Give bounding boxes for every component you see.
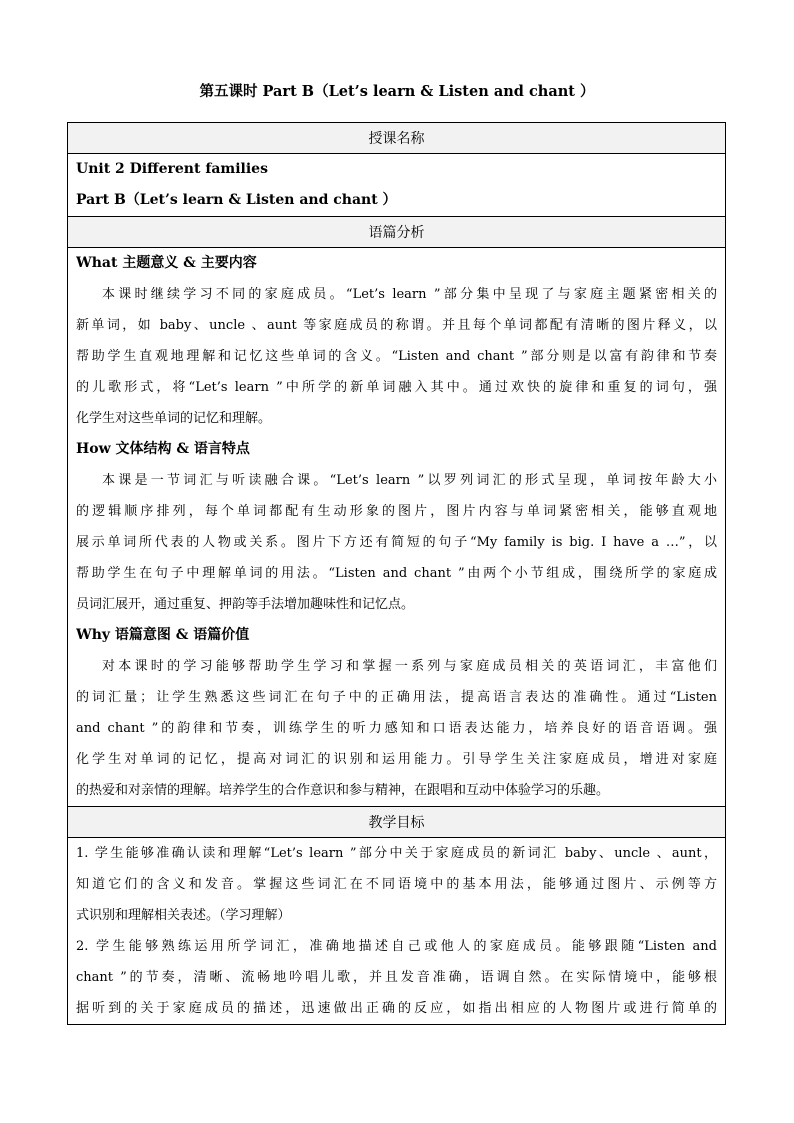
paragraph-line: 化学生对这些单词的记忆和理解。 bbox=[76, 411, 272, 426]
why-heading: Why 语篇意图 & 语篇价值 bbox=[76, 627, 250, 643]
what-heading: What 主题意义 & 主要内容 bbox=[76, 255, 257, 271]
paragraph-line: 本课是一节词汇与听读融合课。“Let’s learn ”以罗列词汇的形式呈现，单词按年龄大小 bbox=[102, 473, 717, 488]
objectives-cell bbox=[68, 838, 725, 1024]
paragraph-line: 新单词，如 baby、uncle 、aunt 等家庭成员的称谓。并且每个单词都配有清晰的图片释义，以 bbox=[76, 318, 717, 333]
paragraph-line: 的热爱和对亲情的理解。培养学生的合作意识和参与精神，在跟唱和互动中体验学习的乐趣。 bbox=[76, 783, 610, 798]
course-name-header: 授课名称 bbox=[68, 123, 726, 154]
paragraph-line: 帮助学生在句子中理解单词的用法。“Listen and chant ”由两个小节组成，围绕所学的家庭成 bbox=[76, 566, 717, 581]
objective-line: 1. 学生能够准确认读和理解“Let’s learn ”部分中关于家庭成员的新词汇 baby、uncle 、aunt， bbox=[76, 846, 717, 861]
objective-line: 据听到的关于家庭成员的描述，迅速做出正确的反应，如指出相应的人物图片或进行简单的 bbox=[76, 1001, 717, 1016]
paragraph-line: and chant ”的韵律和节奏，训练学生的听力感知和口语表达能力，培养良好的语音语调。强 bbox=[76, 721, 717, 736]
objective-line: chant ”的节奏，清晰、流畅地吟唱儿歌，并且发音准确，语调自然。在实际情境中，能够根 bbox=[76, 970, 717, 985]
paragraph-line: 展示单词所代表的人物或关系。图片下方还有简短的句子“My family is big. I have a …”，以 bbox=[76, 535, 717, 550]
objective-line: 2. 学生能够熟练运用所学词汇，准确地描述自己或他人的家庭成员。能够跟随“Listen and bbox=[76, 939, 717, 954]
paragraph-line: 员词汇展开，通过重复、押韵等手法增加趣味性和记忆点。 bbox=[76, 597, 415, 612]
page-title: 第五课时 Part B（Let’s learn & Listen and chant ） bbox=[199, 83, 595, 100]
lesson-plan-table bbox=[67, 122, 726, 1025]
text-analysis-header: 语篇分析 bbox=[68, 217, 726, 248]
unit-title: Unit 2 Different families bbox=[76, 161, 268, 177]
how-heading: How 文体结构 & 语言特点 bbox=[76, 441, 250, 457]
paragraph-line: 的词汇量；让学生熟悉这些词汇在句子中的正确用法，提高语言表达的准确性。通过“Listen bbox=[76, 690, 717, 705]
objectives-header: 教学目标 bbox=[68, 807, 726, 838]
part-title: Part B（Let’s learn & Listen and chant ） bbox=[76, 192, 397, 208]
objective-line: 式识别和理解相关表述。（学习理解） bbox=[76, 908, 291, 923]
paragraph-line: 的儿歌形式，将“Let’s learn ”中所学的新单词融入其中。通过欢快的旋律和重复的词句，强 bbox=[76, 380, 717, 395]
paragraph-line: 的逻辑顺序排列，每个单词都配有生动形象的图片，图片内容与单词紧密相关，能够直观地 bbox=[76, 504, 717, 519]
text-analysis-cell bbox=[68, 248, 725, 806]
paragraph-line: 本课时继续学习不同的家庭成员。“Let’s learn ”部分集中呈现了与家庭主题紧密相关的 bbox=[102, 287, 717, 302]
paragraph-line: 帮助学生直观地理解和记忆这些单词的含义。“Listen and chant ”部分则是以富有韵律和节奏 bbox=[76, 349, 717, 364]
course-name-cell bbox=[68, 154, 725, 216]
paragraph-line: 对本课时的学习能够帮助学生学习和掌握一系列与家庭成员相关的英语词汇，丰富他们 bbox=[102, 659, 717, 674]
objective-line: 知道它们的含义和发音。掌握这些词汇在不同语境中的基本用法，能够通过图片、示例等方 bbox=[76, 877, 717, 892]
paragraph-line: 化学生对单词的记忆，提高对词汇的识别和运用能力。引导学生关注家庭成员，增进对家庭 bbox=[76, 752, 717, 767]
